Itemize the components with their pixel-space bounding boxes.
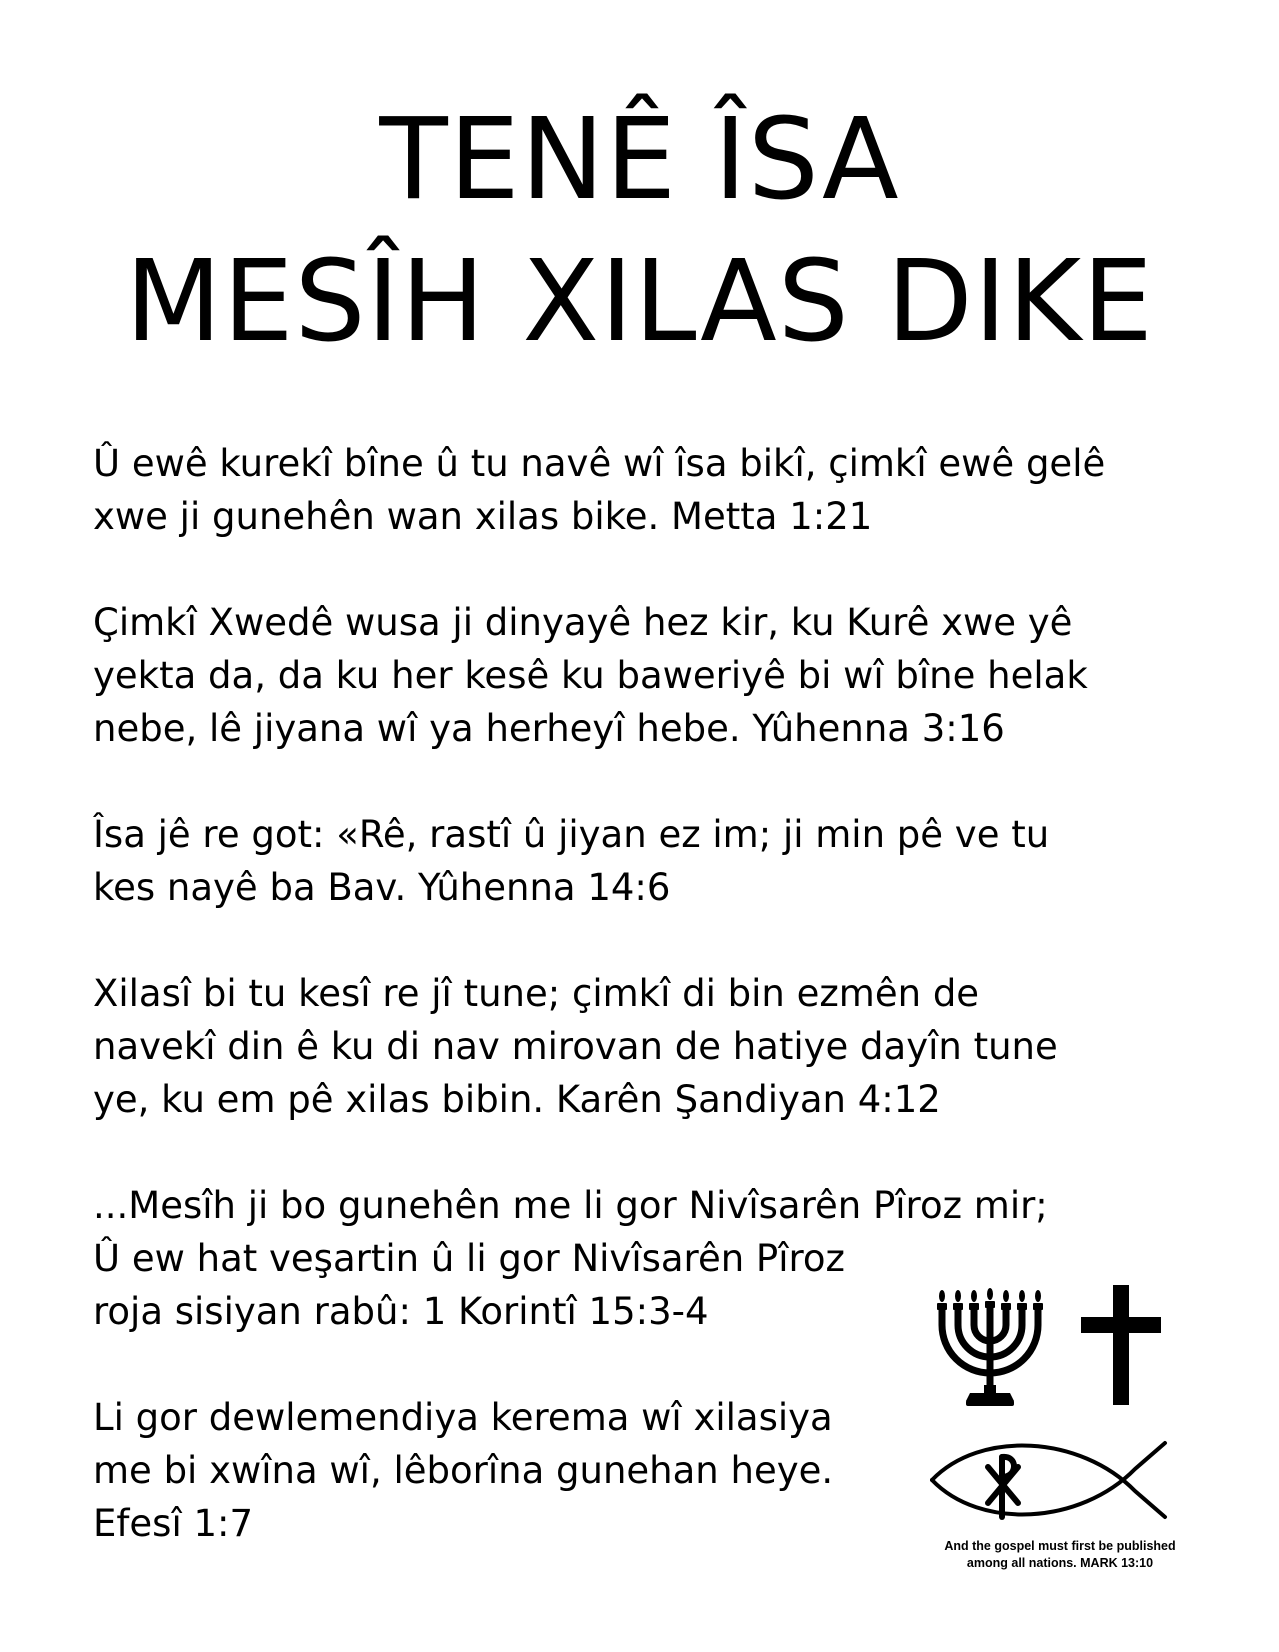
verse-ephesians-1-7 — [93, 1391, 833, 1550]
caption-line: And the gospel must first be published — [944, 1539, 1176, 1553]
verse-john-3-16 — [93, 596, 1088, 755]
verse-john-14-6 — [93, 808, 1049, 914]
verse-line: nebe, lê jiyana wî ya herheyî hebe. Yûhenna 3:16 — [93, 707, 1005, 750]
cross-icon — [1081, 1285, 1161, 1405]
verse-line: Efesî 1:7 — [93, 1502, 254, 1545]
verse-line: Îsa jê re got: «Rê, rastî û jiyan ez im; ji min pê ve tu — [93, 813, 1050, 856]
verse-line: me bi xwîna wî, lêborîna gunehan heye. — [93, 1449, 834, 1492]
verse-line: navekî din ê ku di nav mirovan de hatiye dayîn tune — [93, 1025, 1058, 1068]
verse-matthew-1-21 — [93, 437, 1105, 543]
verse-line: ye, ku em pê xilas bibin. Karên Şandiyan 4:12 — [93, 1078, 941, 1121]
verse-line: ...Mesîh ji bo gunehên me li gor Nivîsarên Pîroz mir; — [93, 1184, 1048, 1227]
menorah-icon — [937, 1288, 1043, 1406]
verse-line: Çimkî Xwedê wusa ji dinyayê hez kir, ku Kurê xwe yê — [93, 601, 1073, 644]
verse-line: kes nayê ba Bav. Yûhenna 14:6 — [93, 866, 671, 909]
verse-line: Û ew hat veşartin û li gor Nivîsarên Pîroz — [93, 1237, 845, 1280]
ichthys-chi-rho-icon — [932, 1443, 1165, 1517]
verse-line: yekta da, da ku her kesê ku baweriyê bi wî bîne helak — [93, 654, 1088, 697]
verse-line: Û ewê kurekî bîne û tu navê wî îsa bikî, çimkî ewê gelê — [93, 442, 1106, 485]
verse-1-corinthians-15-3-4 — [93, 1179, 1048, 1338]
verse-line: roja sisiyan rabû: 1 Korintî 15:3-4 — [93, 1290, 709, 1333]
verse-line: xwe ji gunehên wan xilas bike. Metta 1:21 — [93, 495, 873, 538]
footer-caption — [900, 1538, 1220, 1572]
verse-line: Xilasî bi tu kesî re jî tune; çimkî di bin ezmên de — [93, 972, 980, 1015]
verse-line: Li gor dewlemendiya kerema wî xilasiya — [93, 1396, 833, 1439]
religious-symbols — [930, 1285, 1190, 1525]
verse-acts-4-12 — [93, 967, 1058, 1126]
title-line-2: MESÎH XILAS DIKE — [125, 237, 1154, 367]
caption-line: among all nations. MARK 13:10 — [966, 1556, 1154, 1570]
title-line-1: TENÊ ÎSA — [379, 95, 900, 225]
